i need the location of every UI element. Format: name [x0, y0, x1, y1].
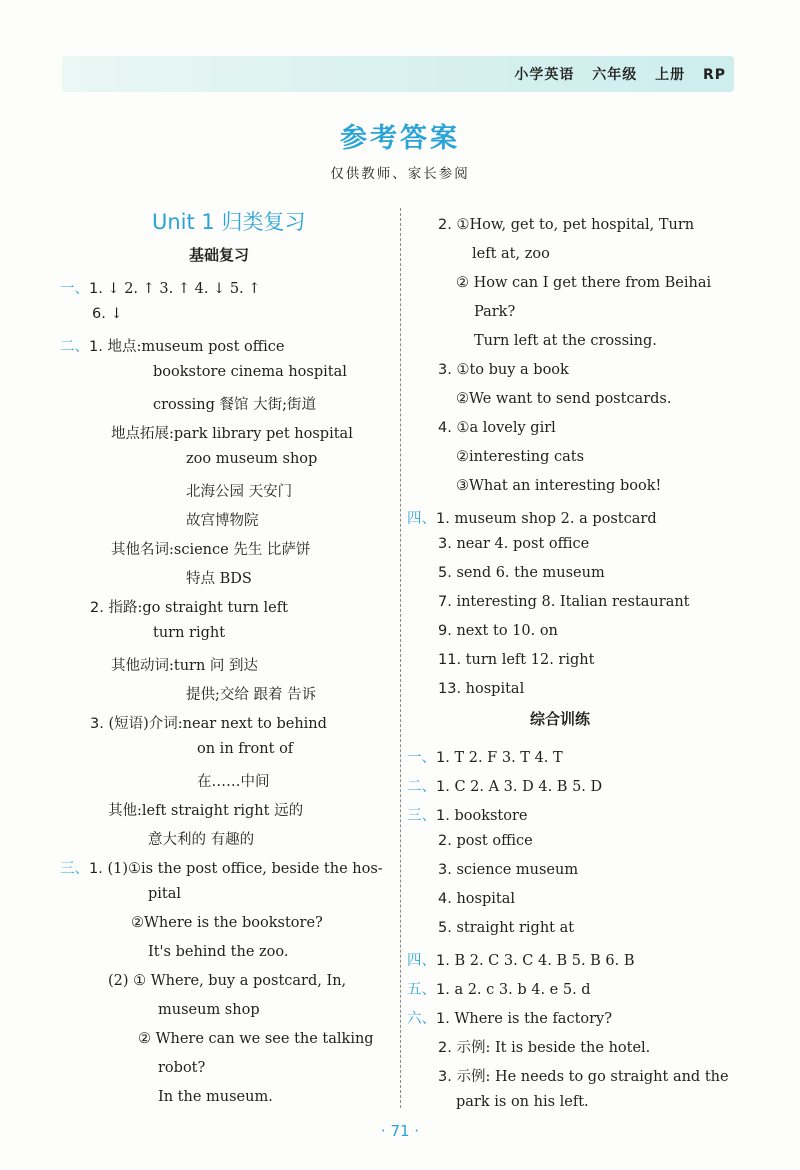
section-marker: 一、: [60, 281, 89, 297]
answer-text: 意大利的 有趣的: [148, 832, 255, 848]
left-answer-line: [158, 1002, 260, 1018]
section-marker: 二、: [407, 779, 436, 795]
section-marker: 一、: [407, 750, 436, 766]
right-answer-line: [438, 833, 533, 849]
answer-text: straight right at: [456, 920, 575, 936]
left-answer-line: [186, 509, 259, 530]
left-answer-line: [197, 741, 293, 757]
answer-text: T 2. F 3. T 4. T: [454, 750, 563, 766]
answer-text: ①How, get to, pet hospital, Turn: [456, 217, 695, 233]
header-info: [502, 64, 726, 84]
left-answer-line: [90, 712, 327, 733]
answer-text: ② Where can we see the talking: [138, 1031, 374, 1047]
left-answer-line: [148, 828, 254, 849]
left-answer-line: [153, 393, 316, 414]
item-number: 1.: [436, 511, 455, 527]
left-answer-line: [60, 335, 284, 356]
right-answer-line: [438, 420, 556, 436]
answer-text: a 2. c 3. b 4. e 5. d: [454, 982, 591, 998]
right-answer-line: [456, 449, 584, 465]
answer-text: ②Where is the bookstore?: [131, 915, 323, 931]
header-volume: 上册: [655, 67, 686, 83]
answer-text: crossing 餐馆 大街;街道: [153, 397, 317, 413]
section-marker: 三、: [407, 808, 436, 824]
item-number: 4.: [438, 420, 457, 436]
left-answer-line: [90, 596, 288, 617]
answer-text: ②We want to send postcards.: [456, 391, 672, 407]
item-number: 1.: [89, 861, 108, 877]
unit-title: Unit 1 归类复习: [152, 210, 306, 234]
item-number: 13.: [438, 681, 466, 697]
section-marker: 四、: [407, 953, 436, 969]
item-number: 1.: [89, 339, 108, 355]
left-answer-line: [92, 306, 123, 322]
header-subject: 小学英语: [514, 67, 575, 83]
answer-text: museum shop: [158, 1002, 260, 1018]
right-answer-line: [474, 333, 657, 349]
left-answer-line: [186, 451, 317, 467]
answer-text: C 2. A 3. D 4. B 5. D: [454, 779, 603, 795]
answer-text: ↓: [110, 306, 123, 322]
section-marker: 二、: [60, 339, 89, 355]
answer-text: bookstore cinema hospital: [153, 364, 347, 380]
answer-text: 特点 BDS: [186, 571, 252, 587]
header-grade: 六年级: [592, 67, 638, 83]
section-marker: 五、: [407, 982, 436, 998]
answer-text: (2) ① Where, buy a postcard, In,: [108, 973, 347, 989]
left-answer-line: [186, 683, 316, 704]
answer-text: interesting 8. Italian restaurant: [456, 594, 690, 610]
answer-text: science museum: [456, 862, 579, 878]
header-edition: RP: [702, 67, 726, 83]
answer-text: bookstore: [454, 808, 528, 824]
answer-text: ② How can I get there from Beihai: [456, 275, 712, 291]
right-answer-line: [456, 275, 711, 291]
item-number: 1.: [436, 953, 455, 969]
answer-text: 示例: He needs to go straight and the: [456, 1069, 729, 1085]
right-answer-line: [456, 478, 661, 494]
item-number: 5.: [438, 565, 457, 581]
left-answer-line: [197, 770, 270, 791]
right-answer-line: [407, 804, 528, 825]
answer-text: ②interesting cats: [456, 449, 585, 465]
item-number: 2.: [438, 217, 457, 233]
right-answer-line: [438, 681, 524, 697]
answer-text: 示例: It is beside the hotel.: [456, 1040, 651, 1056]
page-number: · 71 ·: [380, 1122, 420, 1140]
left-answer-line: [186, 567, 252, 588]
answer-text: 其他名词:science 先生 比萨饼: [111, 542, 311, 558]
right-answer-line: [438, 594, 690, 610]
left-answer-line: [153, 625, 225, 641]
right-answer-line: [438, 217, 694, 233]
item-number: 2.: [438, 1040, 457, 1056]
section-marker: 六、: [407, 1011, 436, 1027]
answer-text: 地点:museum post office: [107, 339, 285, 355]
left-answer-line: [111, 538, 310, 559]
right-answer-line: [407, 949, 635, 970]
answer-text: turn right: [153, 625, 226, 641]
left-answer-line: [153, 364, 347, 380]
item-number: 3.: [438, 1069, 457, 1085]
left-answer-line: [158, 1060, 205, 1076]
answer-text: 地点拓展:park library pet hospital: [111, 426, 353, 442]
answer-text: It's behind the zoo.: [148, 944, 289, 960]
answer-text: next to 10. on: [456, 623, 558, 639]
right-answer-line: [456, 391, 671, 407]
item-number: 3.: [438, 536, 457, 552]
left-answer-line: [111, 654, 258, 675]
answer-text: send 6. the museum: [456, 565, 605, 581]
answer-text: (短语)介词:near next to behind: [108, 716, 327, 732]
item-number: 4.: [438, 891, 457, 907]
answer-text: ↓ 2. ↑ 3. ↑ 4. ↓ 5. ↑: [107, 281, 261, 297]
item-number: 3.: [438, 362, 457, 378]
left-answer-line: [131, 915, 323, 931]
item-number: 7.: [438, 594, 457, 610]
left-answer-line: [60, 857, 383, 878]
item-number: 3.: [90, 716, 109, 732]
answer-text: B 2. C 3. C 4. B 5. B 6. B: [454, 953, 635, 969]
answer-text: robot?: [158, 1060, 206, 1076]
item-number: 1.: [436, 1011, 455, 1027]
item-number: 2.: [438, 833, 457, 849]
answer-text: park is on his left.: [456, 1094, 589, 1110]
answer-text: 指路:go straight turn left: [108, 600, 288, 616]
page-title: 参考答案: [340, 123, 460, 154]
item-number: 6.: [92, 306, 111, 322]
right-answer-line: [438, 536, 589, 552]
answer-text: left at, zoo: [472, 246, 550, 262]
item-number: 5.: [438, 920, 457, 936]
answer-text: In the museum.: [158, 1089, 273, 1105]
answer-text: ①to buy a book: [456, 362, 569, 378]
page-subtitle: 仅供教师、家长参阅: [330, 166, 470, 182]
right-answer-line: [407, 507, 657, 528]
right-answer-line: [407, 978, 591, 999]
answer-text: ③What an interesting book!: [456, 478, 662, 494]
right-answer-line: [438, 362, 569, 378]
left-answer-line: [158, 1089, 273, 1105]
right-answer-line: [407, 1007, 612, 1028]
right-answer-line: [472, 246, 550, 262]
answer-text: post office: [456, 833, 533, 849]
right-answer-line: [438, 862, 578, 878]
answer-text: hospital: [465, 681, 525, 697]
section-comprehensive-heading: 综合训练: [530, 710, 591, 728]
left-answer-line: [186, 480, 292, 501]
answer-text: 北海公园 天安门: [186, 484, 293, 500]
answer-text: on in front of: [197, 741, 294, 757]
right-answer-line: [438, 891, 515, 907]
section-basic-heading: 基础复习: [189, 246, 250, 264]
item-number: 9.: [438, 623, 457, 639]
answer-text: zoo museum shop: [186, 451, 318, 467]
right-answer-line: [438, 1065, 729, 1086]
left-answer-line: [111, 422, 353, 443]
right-answer-line: [407, 775, 602, 796]
answer-text: pital: [148, 886, 182, 902]
left-answer-line: [108, 799, 303, 820]
item-number: 1.: [436, 750, 455, 766]
item-number: 1.: [436, 808, 455, 824]
item-number: 3.: [438, 862, 457, 878]
item-number: 1.: [89, 281, 108, 297]
section-marker: 三、: [60, 861, 89, 877]
answer-text: Park?: [474, 304, 516, 320]
answer-text: Turn left at the crossing.: [474, 333, 657, 349]
right-answer-line: [438, 565, 605, 581]
answer-text: 其他:left straight right 远的: [108, 803, 304, 819]
answer-text: turn left 12. right: [465, 652, 595, 668]
answer-text: 其他动词:turn 问 到达: [111, 658, 259, 674]
answer-text: museum shop 2. a postcard: [454, 511, 657, 527]
right-answer-line: [407, 746, 563, 767]
right-answer-line: [438, 652, 594, 668]
item-number: 1.: [436, 982, 455, 998]
column-divider: [400, 208, 401, 1108]
right-answer-line: [438, 1036, 650, 1057]
left-answer-line: [148, 944, 288, 960]
left-answer-line: [148, 886, 181, 902]
answer-text: 故宫博物院: [186, 513, 259, 529]
answer-text: hospital: [456, 891, 515, 907]
answer-text: ①a lovely girl: [456, 420, 556, 436]
right-answer-line: [456, 1094, 589, 1110]
answer-text: (1)①is the post office, beside the hos-: [107, 861, 383, 877]
item-number: 11.: [438, 652, 466, 668]
right-answer-line: [438, 920, 574, 936]
answer-text: 在……中间: [197, 774, 270, 790]
right-answer-line: [438, 623, 558, 639]
left-answer-line: [108, 973, 346, 989]
left-answer-line: [138, 1031, 374, 1047]
right-answer-line: [474, 304, 515, 320]
answer-text: 提供;交给 跟着 告诉: [186, 687, 317, 703]
answer-text: Where is the factory?: [454, 1011, 613, 1027]
section-marker: 四、: [407, 511, 436, 527]
item-number: 2.: [90, 600, 109, 616]
item-number: 1.: [436, 779, 455, 795]
answer-text: near 4. post office: [456, 536, 590, 552]
left-answer-line: [60, 277, 260, 298]
